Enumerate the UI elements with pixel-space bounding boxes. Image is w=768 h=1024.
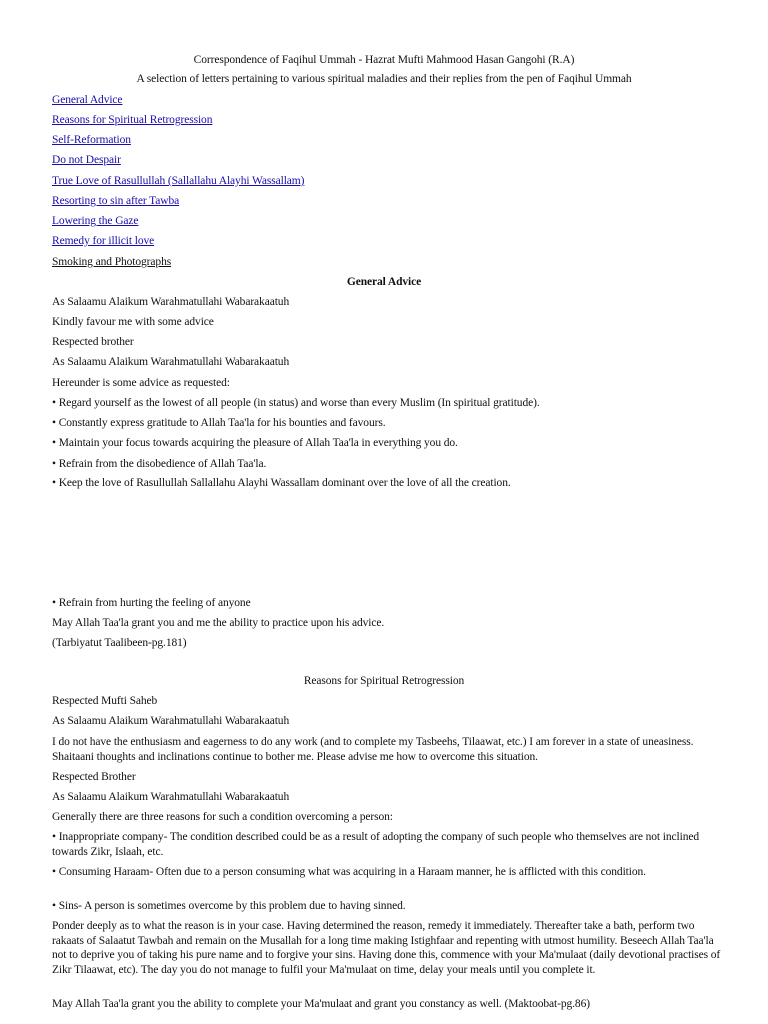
toc-link-smoking-photographs[interactable]: Smoking and Photographs — [52, 256, 172, 268]
toc-link-lowering-gaze[interactable]: Lowering the Gaze — [52, 215, 139, 227]
salutation-line: Respected brother — [52, 336, 134, 348]
closing-dua: May Allah Taa'la grant you the ability to complete your Ma'mulaat and grant you constancy as well. (Maktoobat-pg.86) — [52, 998, 590, 1010]
salutation-line: Respected Brother — [52, 771, 136, 783]
advice-bullet: • Refrain from hurting the feeling of anyone — [52, 597, 251, 609]
request-line: Kindly favour me with some advice — [52, 316, 214, 328]
section-heading-general-advice: General Advice — [346, 276, 422, 288]
reason-bullet: • Consuming Haraam- Often due to a person consuming what was acquiring in a Haraam manner, he is afflicted with this condition. — [52, 866, 646, 878]
toc-link-do-not-despair[interactable]: Do not Despair — [52, 154, 121, 166]
question-paragraph: I do not have the enthusiasm and eagerness to do any work (and to complete my Tasbeehs, Tilaawat, etc.) I am forever in a state of uneasiness. Shaitaani thoughts and inclinations continue to bother me. Please advise me how to overcome this situation. — [52, 736, 694, 763]
greeting-line: As Salaamu Alaikum Warahmatullahi Wabarakaatuh — [52, 715, 290, 727]
advice-bullet: • Keep the love of Rasullullah Sallallahu Alayhi Wassallam dominant over the love of all the creation. — [52, 477, 511, 489]
reason-bullet: • Sins- A person is sometimes overcome by this problem due to having sinned. — [52, 900, 406, 912]
toc-link-resorting-to-sin[interactable]: Resorting to sin after Tawba — [52, 195, 180, 207]
toc-link-true-love[interactable]: True Love of Rasullullah (Sallallahu Alayhi Wassallam) — [52, 175, 305, 187]
advice-bullet: • Regard yourself as the lowest of all people (in status) and worse than every Muslim (In spiritual gratitude). — [52, 397, 540, 409]
greeting-line: As Salaamu Alaikum Warahmatullahi Wabarakaatuh — [52, 356, 290, 368]
advice-bullet: • Constantly express gratitude to Allah Taa'la for his bounties and favours. — [52, 417, 386, 429]
section-heading-retrogression: Reasons for Spiritual Retrogression — [303, 675, 465, 687]
greeting-line: As Salaamu Alaikum Warahmatullahi Wabarakaatuh — [52, 296, 290, 308]
reason-bullet: • Inappropriate company- The condition described could be as a result of adopting the company of such people who themselves are not inclined towards Zikr, Islaah, etc. — [52, 831, 700, 858]
toc-link-spiritual-retrogression[interactable]: Reasons for Spiritual Retrogression — [52, 114, 213, 126]
salutation-line: Respected Mufti Saheb — [52, 695, 158, 707]
intro-line: Generally there are three reasons for such a condition overcoming a person: — [52, 811, 393, 823]
page-title: Correspondence of Faqihul Ummah - Hazrat Mufti Mahmood Hasan Gangohi (R.A) — [193, 54, 575, 66]
toc-link-illicit-love[interactable]: Remedy for illicit love — [52, 235, 155, 247]
advice-bullet: • Refrain from the disobedience of Allah Taa'la. — [52, 458, 267, 470]
toc-link-general-advice[interactable]: General Advice — [52, 94, 123, 106]
closing-dua: May Allah Taa'la grant you and me the ability to practice upon his advice. — [52, 617, 385, 629]
ponder-paragraph: Ponder deeply as to what the reason is in your case. Having determined the reason, remedy it immediately. Thereafter take a bath, perform two rakaats of Salaatut Tawbah and remain on the Musallah for a long time making Istighfaar and repenting with utmost humility. Beseech Allah Taa'la not to deprive you of taking his pure name and to forgive your sins. Having done this, commence with your Ma'mulaat (daily devotional practises of Zikr Tilaawat, etc). The day you do not manage to fulfil your Ma'mulaat on time, delay your meals until you complete it. — [52, 920, 721, 976]
greeting-line: As Salaamu Alaikum Warahmatullahi Wabarakaatuh — [52, 791, 290, 803]
intro-line: Hereunder is some advice as requested: — [52, 377, 230, 389]
page-subtitle: A selection of letters pertaining to various spiritual maladies and their replies from the pen of Faqihul Ummah — [136, 73, 632, 85]
advice-bullet: • Maintain your focus towards acquiring the pleasure of Allah Taa'la in everything you do. — [52, 437, 458, 449]
reference-citation: (Tarbiyatut Taalibeen-pg.181) — [52, 637, 187, 649]
toc-link-self-reformation[interactable]: Self-Reformation — [52, 134, 131, 146]
